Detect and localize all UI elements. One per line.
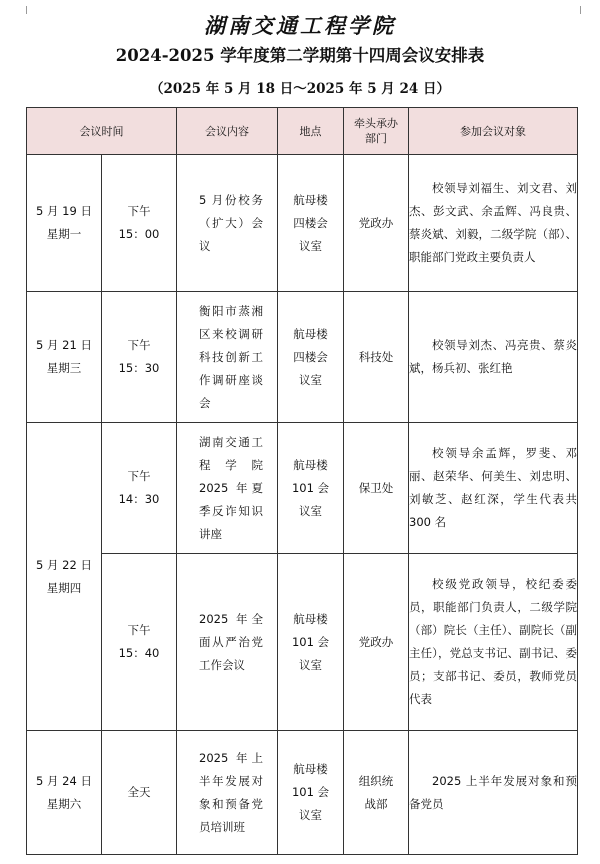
- time-period: 下午: [127, 204, 151, 218]
- attendees: 校级党政领导，校纪委委员，职能部门负责人，二级学院（部）院长（主任）、副院长（副主任），党总支书记、副书记、委员；支部书记、委员，教师党员代表: [409, 554, 578, 731]
- time-cell: [102, 292, 177, 423]
- weekday: 星期三: [46, 361, 82, 375]
- date: 5 月 19 日: [36, 204, 92, 218]
- time-period: 全天: [127, 785, 151, 799]
- attendees: 校领导刘杰、冯亮贵、蔡炎斌，杨兵初、张红艳: [409, 292, 578, 423]
- table-header-row: [27, 108, 578, 155]
- attendees: 校领导刘福生、刘文君、刘杰、彭文武、余孟辉、冯良贵、蔡炎斌、刘毅，二级学院（部）、职能部门党政主要负责人: [409, 155, 578, 292]
- time-cell: [102, 731, 177, 855]
- time-cell: [102, 554, 177, 731]
- date-cell: [27, 423, 102, 731]
- table-row: [27, 731, 578, 855]
- time-period: 下午: [127, 338, 151, 352]
- time-clock: 15：00: [118, 227, 160, 241]
- page-title: 2024-2025 学年度第二学期第十四周会议安排表: [115, 46, 485, 65]
- weekday: 星期一: [46, 227, 82, 241]
- meeting-content: 2025 年全面从严治党工作会议: [177, 554, 278, 731]
- host-department: 组织统战部: [344, 731, 409, 855]
- meeting-place: 航母楼四楼会议室: [278, 155, 344, 292]
- header-time: 会议时间: [27, 108, 177, 155]
- host-department: 党政办: [344, 554, 409, 731]
- host-department: 党政办: [344, 155, 409, 292]
- time-clock: 14：30: [118, 492, 160, 506]
- meeting-place: 航母楼 101 会议室: [278, 731, 344, 855]
- header-attendees: 参加会议对象: [409, 108, 578, 155]
- attendees: 校领导余孟辉，罗斐、邓丽、赵荣华、何美生、刘忠明、刘敏芝、赵红深，学生代表共 300 名: [409, 423, 578, 554]
- school-name: 湖南交通工程学院: [204, 13, 396, 38]
- meeting-schedule-table: [26, 107, 578, 855]
- table-row: [27, 292, 578, 423]
- header-dept: 牵头承办部门: [344, 108, 409, 155]
- time-cell: [102, 155, 177, 292]
- time-cell: [102, 423, 177, 554]
- host-department: 科技处: [344, 292, 409, 423]
- meeting-content: 衡阳市蒸湘区来校调研科技创新工作调研座谈会: [177, 292, 278, 423]
- time-period: 下午: [127, 469, 151, 483]
- meeting-content: 5 月份校务（扩大）会议: [177, 155, 278, 292]
- table-row: [27, 155, 578, 292]
- table-row: [27, 554, 578, 731]
- date-cell: [27, 731, 102, 855]
- table-row: [27, 423, 578, 554]
- header-place: 地点: [278, 108, 344, 155]
- weekday: 星期四: [46, 580, 82, 595]
- attendees: 2025 上半年发展对象和预备党员: [409, 731, 578, 855]
- date: 5 月 22 日: [36, 557, 92, 572]
- time-period: 下午: [127, 623, 151, 637]
- meeting-content: 湖南交通工程学院 2025 年夏季反诈知识讲座: [177, 423, 278, 554]
- date: 5 月 24 日: [36, 773, 92, 788]
- date-range: （2025 年 5 月 18 日～2025 年 5 月 24 日）: [149, 81, 450, 97]
- header-content: 会议内容: [177, 108, 278, 155]
- meeting-content: 2025 年上半年发展对象和预备党员培训班: [177, 731, 278, 855]
- date-cell: [27, 292, 102, 423]
- date: 5 月 21 日: [36, 338, 92, 352]
- host-department: 保卫处: [344, 423, 409, 554]
- time-clock: 15：30: [118, 361, 160, 375]
- date-cell: [27, 155, 102, 292]
- meeting-place: 航母楼四楼会议室: [278, 292, 344, 423]
- time-clock: 15：40: [118, 646, 160, 660]
- meeting-place: 航母楼 101 会议室: [278, 554, 344, 731]
- weekday: 星期六: [46, 796, 82, 811]
- meeting-place: 航母楼 101 会议室: [278, 423, 344, 554]
